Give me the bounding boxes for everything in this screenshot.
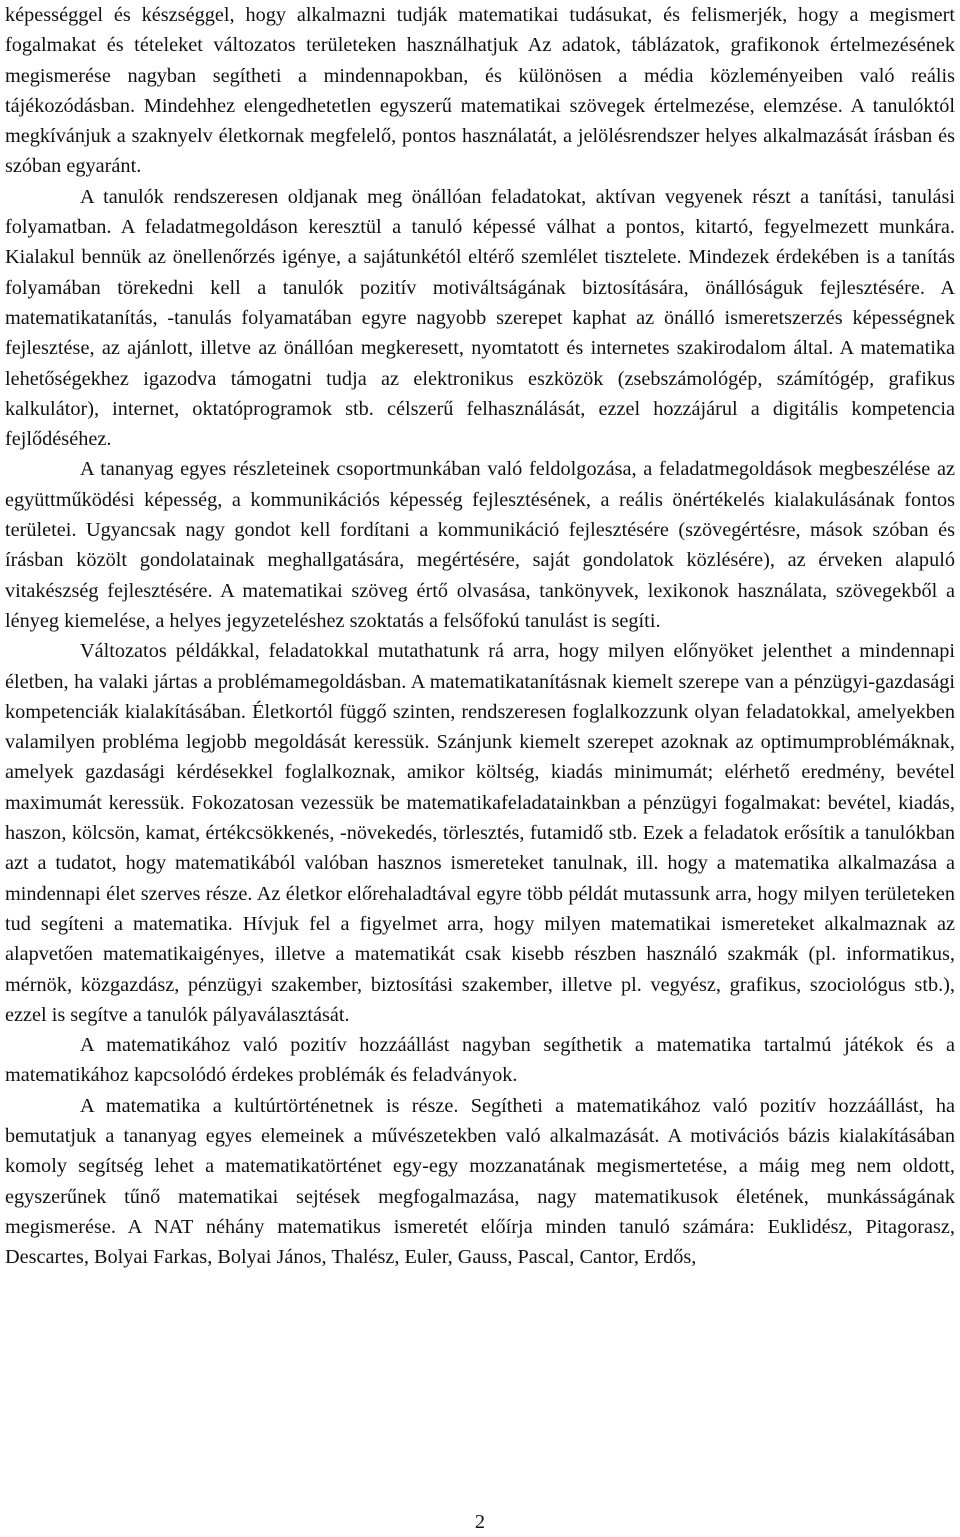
paragraph-2: A tanulók rendszeresen oldjanak meg önállóan feladatokat, aktívan vegyenek részt a tanítási, tanulási folyamatban. A feladatmegoldáson keresztül a tanuló képessé válhat a pontos, kitartó, fegyelmezett munkára. Kialakul bennük az önellenőrzés igénye, a sajátunkétól eltérő szemlélet tisztelete. Mindezek érdekében is a tanítás folyamában törekedni kell a tanulók pozitív motiváltságának biztosítására, önállóságuk fejlesztésére. A matematikatanítás, -tanulás folyamatában egyre nagyobb szerepet kaphat az önálló ismeretszerzés képességnek fejlesztése, az ajánlott, illetve az önállóan megkeresett, nyomtatott és internetes szakirodalom által. A matematika lehetőségekhez igazodva támogatni tudja az elektronikus eszközök (zsebszámológép, számítógép, grafikus kalkulátor), internet, oktatóprogramok stb. célszerű felhasználását, ezzel hozzájárul a digitális kompetencia fejlődéséhez. bbox=[5, 185, 955, 451]
paragraph-5: A matematikához való pozitív hozzáállást nagyban segíthetik a matematika tartalmú játékok és a matematikához kapcsolódó érdekes problémák és feladványok. bbox=[5, 1034, 955, 1087]
page-number: 2 bbox=[474, 1511, 486, 1533]
paragraph-3: A tananyag egyes részleteinek csoportmunkában való feldolgozása, a feladatmegoldások megbeszélése az együttműködési képesség, a kommunikációs képesség fejlesztésének, a reális önértékelés kialakulásának fontos területei. Ugyancsak nagy gondot kell fordítani a kommunikáció fejlesztésére (szövegértésre, mások szóban és írásban közölt gondolatainak meghallgatására, megértésére, saját gondolatok közlésére), az érveken alapuló vitakészség fejlesztésére. A matematikai szöveg értő olvasása, tankönyvek, lexikonok használata, szövegekből a lényeg kiemelése, a helyes jegyzeteléshez szoktatás a felsőfokú tanulást is segíti. bbox=[5, 458, 955, 632]
paragraph-4: Változatos példákkal, feladatokkal mutathatunk rá arra, hogy milyen előnyöket jelenthet a mindennapi életben, ha valaki jártas a problémamegoldásban. A matematikatanításnak kiemelt szerepe van a pénzügyi-gazdasági kompetenciák kialakításában. Életkortól függő szinten, rendszeresen foglalkozzunk olyan feladatokkal, amelyekben valamilyen probléma legjobb megoldását keressük. Szánjunk kiemelt szerepet azoknak az optimumproblémáknak, amelyek gazdasági kérdésekkel foglalkoznak, amikor költség, kiadás minimumát; elérhető eredmény, bevétel maximumát keressük. Fokozatosan vezessük be matematikafeladatainkban a pénzügyi fogalmakat: bevétel, kiadás, haszon, kölcsön, kamat, értékcsökkenés, -növekedés, törlesztés, futamidő stb. Ezek a feladatok erősítik a tanulókban azt a tudatot, hogy matematikából valóban hasznos ismereteket tanulnak, ill. hogy a matematika alkalmazása a mindennapi élet szerves része. Az életkor előrehaladtával egyre több példát mutassunk arra, hogy milyen területeken tud segíteni a matematika. Hívjuk fel a figyelmet arra, hogy milyen matematikai ismereteket alkalmaznak az alapvetően matematikaigényes, illetve a matematikát csak kisebb részben használó szakmák (pl. informatikus, mérnök, közgazdász, pénzügyi szakember, biztosítási szakember, illetve pl. vegyész, grafikus, szociológus stb.), ezzel is segítve a tanulók pályaválasztását. bbox=[5, 640, 955, 1026]
paragraph-6: A matematika a kultúrtörténetnek is része. Segítheti a matematikához való pozitív hozzáállást, ha bemutatjuk a tananyag egyes elemeinek a művészetekben való alkalmazását. A motivációs bázis kialakításában komoly segítség lehet a matematikatörténet egy-egy mozzanatának megismertetése, a máig meg nem oldott, egyszerűnek tűnő matematikai sejtések megfogalmazása, nagy matematikusok életének, munkásságának megismerése. A NAT néhány matematikus ismeretét előírja minden tanuló számára: Euklidész, Pitagorasz, Descartes, Bolyai Farkas, Bolyai János, Thalész, Euler, Gauss, Pascal, Cantor, Erdős, bbox=[5, 1094, 955, 1269]
document-body bbox=[5, 0, 955, 1272]
paragraph-1: képességgel és készséggel, hogy alkalmazni tudják matematikai tudásukat, és felismerjék, hogy a megismert fogalmakat és tételeket változatos területeken használhatjuk Az adatok, táblázatok, grafikonok értelmezésének megismerése nagyban segítheti a mindennapokban, és különösen a média közleményeiben való reális tájékozódásban. Mindehhez elengedhetetlen egyszerű matematikai szövegek értelmezése, elemzése. A tanulóktól megkívánjuk a szaknyelv életkornak megfelelő, pontos használatát, a jelölésrendszer helyes alkalmazását írásban és szóban egyaránt. bbox=[5, 4, 955, 178]
